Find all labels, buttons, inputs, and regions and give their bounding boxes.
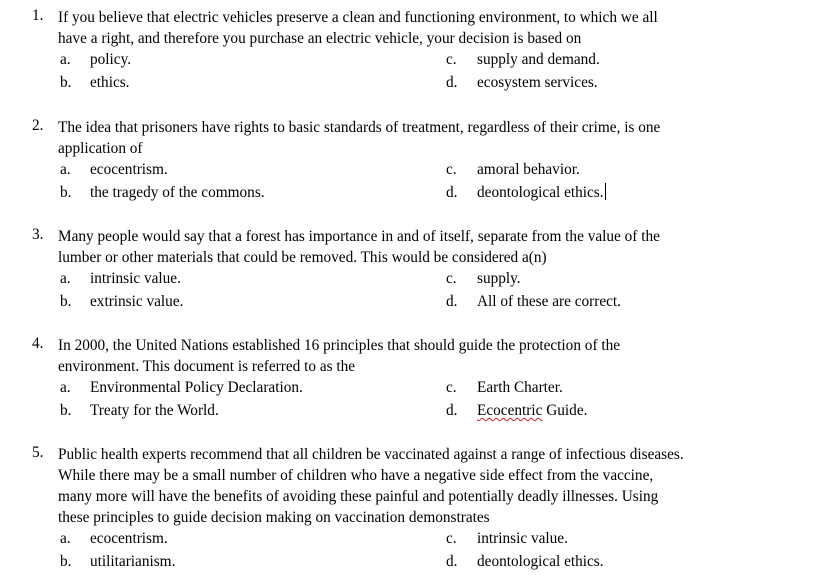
option-letter: b. xyxy=(60,402,72,419)
stem-line: many more will have the benefits of avoiding these painful and potentially deadly illnesses. Using xyxy=(58,488,659,505)
option-letter: c. xyxy=(446,379,457,396)
stem-line: The idea that prisoners have rights to basic standards of treatment, regardless of their crime, is one xyxy=(58,119,661,136)
stem-line: these principles to guide decision making on vaccination demonstrates xyxy=(58,509,490,526)
option-text: ethics. xyxy=(90,74,130,91)
stem-line: have a right, and therefore you purchase an electric vehicle, your decision is based on xyxy=(58,30,582,47)
option-letter: a. xyxy=(60,530,71,547)
stem-line: While there may be a small number of children who have a negative side effect from the vaccine, xyxy=(58,467,654,484)
option-text: ecocentrism. xyxy=(90,530,168,547)
question-number: 3. xyxy=(32,226,44,243)
stem-line: Many people would say that a forest has importance in and of itself, separate from the value of the xyxy=(58,228,660,245)
stem-line: In 2000, the United Nations established 16 principles that should guide the protection of the xyxy=(58,337,621,354)
option-text: Environmental Policy Declaration. xyxy=(90,379,303,396)
option-text: the tragedy of the commons. xyxy=(90,184,265,201)
option-text: Treaty for the World. xyxy=(90,402,219,419)
stem-line: application of xyxy=(58,140,143,157)
question-number: 4. xyxy=(32,335,44,352)
question-stem xyxy=(58,226,814,268)
option-text: policy. xyxy=(90,51,132,68)
option-letter: c. xyxy=(446,161,457,178)
question-number: 2. xyxy=(32,117,44,134)
option-text: Earth Charter. xyxy=(477,379,563,396)
option-letter: d. xyxy=(446,402,458,419)
question-number: 5. xyxy=(32,444,44,461)
spellcheck-word[interactable]: Ecocentric xyxy=(477,402,543,419)
question-stem xyxy=(58,117,814,159)
option-letter: c. xyxy=(446,270,457,287)
option-text: ecosystem services. xyxy=(477,74,598,91)
question-stem xyxy=(58,444,814,528)
option-letter: b. xyxy=(60,74,72,91)
stem-line: lumber or other materials that could be removed. This would be considered a(n) xyxy=(58,249,547,266)
option-text: utilitarianism. xyxy=(90,553,176,570)
option-letter: b. xyxy=(60,184,72,201)
option-text: intrinsic value. xyxy=(90,270,181,287)
question-number: 1. xyxy=(32,7,44,24)
text-cursor xyxy=(605,183,606,200)
option-letter: a. xyxy=(60,51,71,68)
option-letter: c. xyxy=(446,530,457,547)
option-letter: b. xyxy=(60,293,72,310)
option-text: ecocentrism. xyxy=(90,161,168,178)
option-letter: a. xyxy=(60,161,71,178)
option-text: amoral behavior. xyxy=(477,161,580,178)
stem-line: If you believe that electric vehicles preserve a clean and functioning environment, to which we all xyxy=(58,9,658,26)
option-text: deontological ethics. xyxy=(477,184,604,201)
option-letter: d. xyxy=(446,74,458,91)
option-text: All of these are correct. xyxy=(477,293,621,310)
option-letter: b. xyxy=(60,553,72,570)
question-stem xyxy=(58,335,814,377)
option-text: intrinsic value. xyxy=(477,530,568,547)
option-text: supply. xyxy=(477,270,521,287)
question-stem xyxy=(58,7,814,49)
stem-line: Public health experts recommend that all children be vaccinated against a range of infectious diseases. xyxy=(58,446,684,463)
option-letter: a. xyxy=(60,270,71,287)
option-letter: c. xyxy=(446,51,457,68)
option-letter: d. xyxy=(446,553,458,570)
option-letter: d. xyxy=(446,184,458,201)
option-letter: d. xyxy=(446,293,458,310)
option-text: deontological ethics. xyxy=(477,553,604,570)
option-text: Guide. xyxy=(542,402,588,419)
stem-line: environment. This document is referred to as the xyxy=(58,358,356,375)
option-letter: a. xyxy=(60,379,71,396)
option-text: extrinsic value. xyxy=(90,293,184,310)
option-text: supply and demand. xyxy=(477,51,600,68)
